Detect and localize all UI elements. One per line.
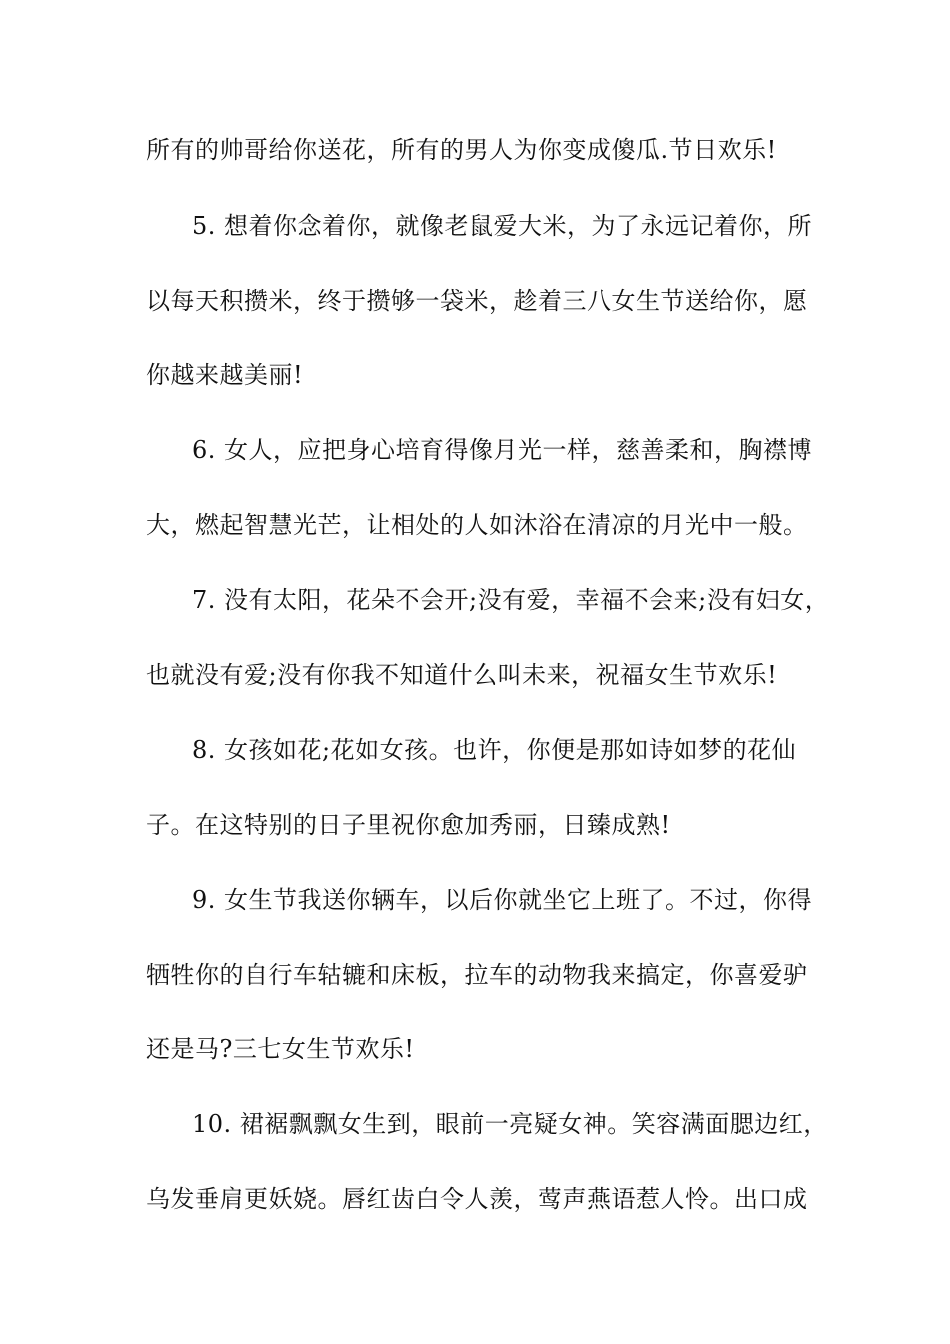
text-line: 所有的帅哥给你送花，所有的男人为你变成傻瓜.节日欢乐! bbox=[146, 136, 777, 164]
text-line: 你越来越美丽! bbox=[146, 361, 304, 389]
text-line: 8. 女孩如花;花如女孩。也许，你便是那如诗如梦的花仙 bbox=[192, 736, 797, 764]
text-line: 子。在这特别的日子里祝你愈加秀丽，日臻成熟! bbox=[146, 811, 671, 839]
text-line: 10. 裙裾飘飘女生到，眼前一亮疑女神。笑容满面腮边红， bbox=[192, 1110, 828, 1138]
text-line: 5. 想着你念着你，就像老鼠爱大米，为了永远记着你，所 bbox=[192, 212, 813, 240]
text-line: 7. 没有太阳，花朵不会开;没有爱，幸福不会来;没有妇女， bbox=[192, 586, 830, 614]
text-line: 9. 女生节我送你辆车，以后你就坐它上班了。不过，你得 bbox=[192, 886, 813, 914]
text-line: 6. 女人，应把身心培育得像月光一样，慈善柔和，胸襟博 bbox=[192, 436, 813, 464]
text-line: 牺牲你的自行车轱辘和床板，拉车的动物我来搞定，你喜爱驴 bbox=[146, 961, 808, 989]
text-line: 也就没有爱;没有你我不知道什么叫未来，祝福女生节欢乐! bbox=[146, 661, 778, 689]
text-line: 乌发垂肩更妖娆。唇红齿白令人羡，莺声燕语惹人怜。出口成 bbox=[146, 1185, 808, 1213]
text-line: 大，燃起智慧光芒，让相处的人如沐浴在清凉的月光中一般。 bbox=[146, 511, 808, 539]
text-line: 以每天积攒米，终于攒够一袋米，趁着三八女生节送给你，愿 bbox=[146, 287, 808, 315]
text-line: 还是马?三七女生节欢乐! bbox=[146, 1035, 415, 1063]
